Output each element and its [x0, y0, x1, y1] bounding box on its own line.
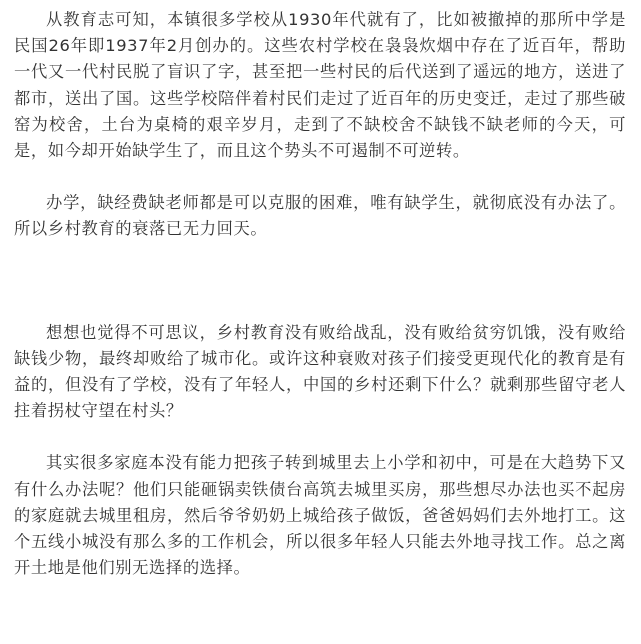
- article-paragraph-1: 从教育志可知，本镇很多学校从1930年代就有了，比如被撤掉的那所中学是民国26年即1937年2月创办的。这些农村学校在袅袅炊烟中存在了近百年，帮助一代又一代村民脱了盲识了字，甚至把一些村民的后代送到了遥远的地方，送进了都市，送出了国。这些学校陪伴着村民们走过了近百年的历史变迁，走过了那些破窑为校舍，土台为桌椅的艰辛岁月，走到了不缺校舍不缺钱不缺老师的今天，可是，如今却开始缺学生了，而且这个势头不可遏制不可逆转。: [14, 10, 626, 161]
- article-paragraph-3: 想想也觉得不可思议，乡村教育没有败给战乱，没有败给贫穷饥饿，没有败给缺钱少物，最终却败给了城市化。或许这种衰败对孩子们接受更现代化的教育是有益的，但没有了学校，没有了年轻人，中国的乡村还剩下什么？就剩那些留守老人拄着拐杖守望在村头？: [14, 322, 626, 421]
- article-paragraph-4: 其实很多家庭本没有能力把孩子转到城里去上小学和初中，可是在大趋势下又有什么办法呢？他们只能砸锅卖铁债台高筑去城里买房，那些想尽办法也买不起房的家庭就去城里租房，然后爷爷奶奶上城给孩子做饭，爸爸妈妈们去外地打工。这个五线小城没有那么多的工作机会，所以很多年轻人只能去外地寻找工作。总之离开土地是他们别无选择的选择。: [14, 453, 626, 578]
- article-body: [14, 0, 626, 581]
- article-paragraph-2: 办学，缺经费缺老师都是可以克服的困难，唯有缺学生，就彻底没有办法了。所以乡村教育的衰落已无力回天。: [14, 193, 626, 239]
